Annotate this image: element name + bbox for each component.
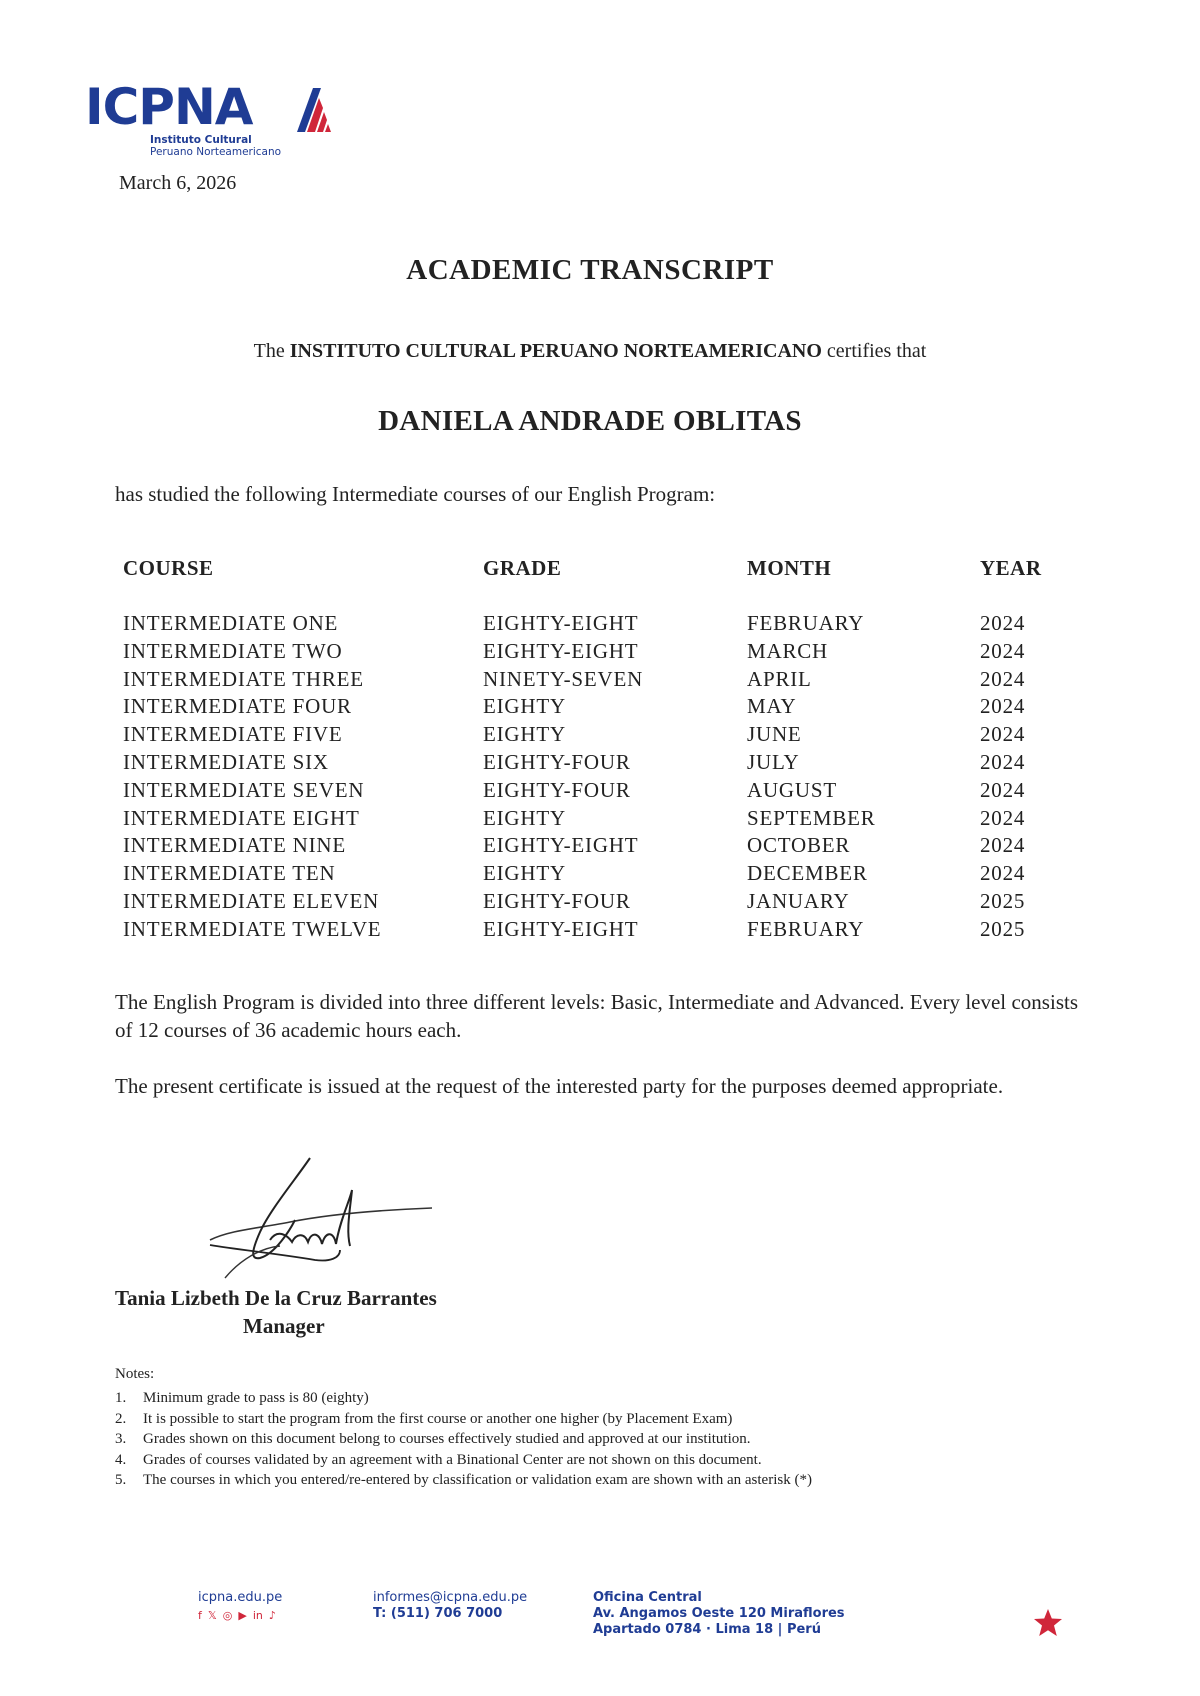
- document-date: March 6, 2026: [119, 172, 237, 194]
- linkedin-icon[interactable]: in: [252, 1609, 263, 1622]
- course-cell: INTERMEDIATE TEN: [123, 861, 336, 886]
- icpna-logo: [85, 78, 305, 162]
- month-cell: DECEMBER: [747, 861, 868, 886]
- table-row: [0, 860, 1200, 888]
- year-cell: 2024: [980, 777, 1026, 802]
- year-cell: 2025: [980, 916, 1026, 941]
- table-row: [0, 693, 1200, 721]
- table-row: [0, 749, 1200, 777]
- year-cell: 2024: [980, 861, 1026, 886]
- certifies-prefix: The: [253, 340, 290, 362]
- table-row: [0, 638, 1200, 666]
- year-cell: 2024: [980, 694, 1026, 719]
- grade-cell: EIGHTY-EIGHT: [483, 611, 639, 635]
- year-cell: 2024: [980, 749, 1026, 774]
- notes-list: [115, 1388, 875, 1491]
- course-cell: INTERMEDIATE ONE: [123, 611, 339, 635]
- footer-office-block: [593, 1590, 845, 1638]
- certifies-suffix: certifies that: [821, 340, 927, 362]
- course-cell: INTERMEDIATE FOUR: [123, 694, 352, 719]
- month-cell: FEBRUARY: [747, 611, 865, 635]
- year-cell: 2024: [980, 666, 1026, 691]
- tiktok-icon[interactable]: ♪: [268, 1609, 276, 1622]
- grade-cell: EIGHTY: [483, 722, 566, 747]
- table-row: [0, 610, 1200, 638]
- month-cell: SEPTEMBER: [747, 805, 876, 830]
- course-cell: INTERMEDIATE THREE: [123, 666, 364, 691]
- course-cell: INTERMEDIATE FIVE: [123, 722, 343, 747]
- note-number: 3.: [115, 1431, 127, 1448]
- grade-cell: EIGHTY: [483, 861, 566, 886]
- note-item: [115, 1409, 875, 1430]
- year-cell: 2024: [980, 833, 1026, 858]
- month-cell: MAY: [747, 694, 797, 719]
- grade-cell: EIGHTY-EIGHT: [483, 916, 639, 941]
- social-icons: [198, 1608, 282, 1624]
- x-icon[interactable]: 𝕏: [207, 1609, 217, 1622]
- signatory-title: Manager: [243, 1314, 325, 1338]
- year-cell: 2024: [980, 638, 1026, 663]
- year-cell: 2024: [980, 722, 1026, 747]
- note-number: 2.: [115, 1410, 127, 1427]
- course-cell: INTERMEDIATE EIGHT: [123, 805, 360, 830]
- table-row: [0, 805, 1200, 833]
- table-row: [0, 832, 1200, 860]
- logo-wordmark: ICPNA: [85, 78, 253, 136]
- note-number: 4.: [115, 1451, 127, 1468]
- office-title: Oficina Central: [593, 1590, 702, 1605]
- note-text: Grades of courses validated by an agreement with a Binational Center are not shown on this document.: [143, 1451, 762, 1468]
- instagram-icon[interactable]: ◎: [222, 1609, 233, 1622]
- course-cell: INTERMEDIATE ELEVEN: [123, 888, 380, 913]
- year-cell: 2024: [980, 805, 1026, 830]
- month-cell: FEBRUARY: [747, 916, 865, 941]
- year-cell: 2024: [980, 611, 1026, 635]
- footer-contact-block: [373, 1590, 527, 1622]
- month-cell: JUNE: [747, 722, 802, 747]
- signatory-name: Tania Lizbeth De la Cruz Barrantes: [115, 1286, 437, 1310]
- institution-name: INSTITUTO CULTURAL PERUANO NORTEAMERICANO: [289, 340, 822, 362]
- note-item: [115, 1388, 875, 1409]
- month-cell: OCTOBER: [747, 833, 851, 858]
- program-description: The English Program is divided into three different levels: Basic, Intermediate and Advanced. Every level consists of 12 courses of 36 academic hours each.: [115, 990, 1078, 1042]
- course-cell: INTERMEDIATE NINE: [123, 833, 346, 858]
- course-cell: INTERMEDIATE SIX: [123, 749, 329, 774]
- transcript-table: [0, 610, 1200, 944]
- month-cell: MARCH: [747, 638, 829, 663]
- note-item: [115, 1470, 875, 1491]
- note-number: 5.: [115, 1472, 127, 1489]
- month-cell: JULY: [747, 749, 800, 774]
- month-cell: APRIL: [747, 666, 812, 691]
- footer-website-block: [198, 1590, 282, 1624]
- column-header-course: COURSE: [123, 556, 214, 580]
- month-cell: JANUARY: [747, 888, 850, 913]
- website-link[interactable]: icpna.edu.pe: [198, 1590, 283, 1605]
- table-row: [0, 721, 1200, 749]
- note-item: [115, 1429, 875, 1450]
- note-text: The courses in which you entered/re-entered by classification or validation exam are shown with an asterisk (*): [143, 1472, 812, 1489]
- grade-cell: EIGHTY-EIGHT: [483, 833, 639, 858]
- notes-heading: Notes:: [115, 1366, 155, 1382]
- facebook-icon[interactable]: f: [198, 1609, 202, 1622]
- star-icon: [1033, 1608, 1063, 1638]
- month-cell: AUGUST: [747, 777, 837, 802]
- phone-number: T: (511) 706 7000: [373, 1606, 503, 1621]
- column-header-month: MONTH: [747, 556, 832, 580]
- student-name: DANIELA ANDRADE OBLITAS: [378, 405, 802, 437]
- email-link[interactable]: informes@icpna.edu.pe: [373, 1590, 528, 1605]
- certificate-purpose: The present certificate is issued at the request of the interested party for the purposes deemed appropriate.: [115, 1074, 1004, 1098]
- grade-cell: EIGHTY-FOUR: [483, 777, 631, 802]
- note-item: [115, 1450, 875, 1471]
- grade-cell: NINETY-SEVEN: [483, 666, 644, 691]
- grade-cell: EIGHTY-FOUR: [483, 888, 631, 913]
- handwritten-signature: [200, 1150, 440, 1280]
- grade-cell: EIGHTY-FOUR: [483, 749, 631, 774]
- grade-cell: EIGHTY: [483, 694, 566, 719]
- certification-statement: [0, 340, 1180, 363]
- note-number: 1.: [115, 1390, 127, 1406]
- note-text: Minimum grade to pass is 80 (eighty): [143, 1390, 369, 1406]
- note-text: Grades shown on this document belong to courses effectively studied and approved at our institution.: [143, 1431, 751, 1448]
- flag-stripes-icon: [293, 88, 333, 132]
- table-row: [0, 777, 1200, 805]
- intro-text: has studied the following Intermediate courses of our English Program:: [115, 482, 716, 506]
- grade-cell: EIGHTY-EIGHT: [483, 638, 639, 663]
- youtube-icon[interactable]: ▶: [238, 1609, 247, 1622]
- course-cell: INTERMEDIATE TWELVE: [123, 916, 382, 941]
- logo-subtitle-line2: Peruano Norteamericano: [150, 146, 282, 158]
- note-text: It is possible to start the program from the first course or another one higher (by Placement Exam): [143, 1410, 733, 1427]
- table-row: [0, 666, 1200, 694]
- office-address: Av. Angamos Oeste 120 Miraflores: [593, 1606, 845, 1621]
- table-row: [0, 888, 1200, 916]
- column-header-grade: GRADE: [483, 556, 562, 580]
- table-row: [0, 916, 1200, 944]
- document-title: ACADEMIC TRANSCRIPT: [406, 254, 774, 286]
- year-cell: 2025: [980, 888, 1026, 913]
- column-header-year: YEAR: [980, 556, 1042, 580]
- grade-cell: EIGHTY: [483, 805, 566, 830]
- course-cell: INTERMEDIATE SEVEN: [123, 777, 365, 802]
- logo-subtitle-line1: Instituto Cultural: [150, 134, 252, 146]
- course-cell: INTERMEDIATE TWO: [123, 638, 343, 663]
- office-box: Apartado 0784 · Lima 18 | Perú: [593, 1622, 821, 1637]
